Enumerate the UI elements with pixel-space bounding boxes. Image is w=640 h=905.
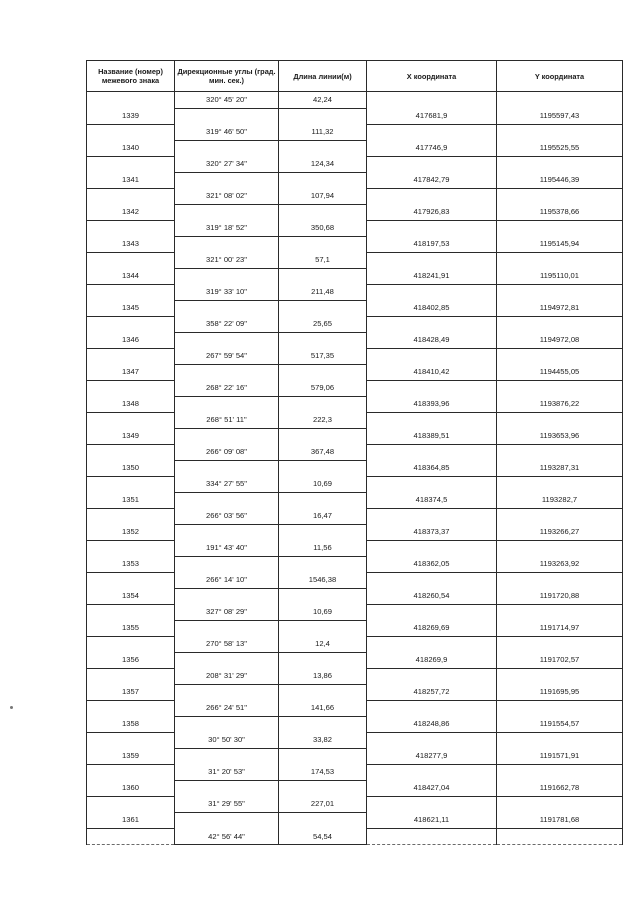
x-coordinate: 417842,79: [367, 172, 497, 188]
point-name: 1346: [87, 332, 175, 348]
direction-angle: 208° 31' 29": [175, 668, 279, 684]
point-name: 1343: [87, 236, 175, 252]
direction-angle-cell: [175, 620, 279, 636]
y-coordinate: 1195378,66: [497, 204, 623, 220]
point-name-cell: [87, 156, 175, 172]
y-coordinate-cell: [497, 476, 623, 492]
direction-angle: 31° 29' 55": [175, 796, 279, 812]
header-direction-angle: Дирекционные углы (град. мин. сек.): [175, 61, 279, 92]
point-name: 1355: [87, 620, 175, 636]
direction-angle: 320° 27' 34": [175, 156, 279, 172]
line-length-cell: [279, 780, 367, 796]
y-coordinate-cell: [497, 700, 623, 716]
segment-row: [87, 572, 623, 588]
direction-angle: 327° 08' 29": [175, 604, 279, 620]
segment-row: [87, 604, 623, 620]
point-name-cell: [87, 92, 175, 109]
direction-angle: 321° 08' 02": [175, 188, 279, 204]
y-coordinate: 1193266,27: [497, 524, 623, 540]
line-length: 211,48: [279, 284, 367, 300]
y-coordinate: 1191571,91: [497, 748, 623, 764]
point-name: 1354: [87, 588, 175, 604]
point-name: 1359: [87, 748, 175, 764]
direction-angle: 319° 18' 52": [175, 220, 279, 236]
line-length: 13,86: [279, 668, 367, 684]
y-coordinate: 1195525,55: [497, 140, 623, 156]
segment-row: [87, 508, 623, 524]
y-coordinate-cell: [497, 380, 623, 396]
direction-angle: 266° 03' 56": [175, 508, 279, 524]
point-name-cell: [87, 412, 175, 428]
point-name-cell: [87, 316, 175, 332]
point-name: 1360: [87, 780, 175, 796]
segment-row: [87, 380, 623, 396]
line-length-cell: [279, 108, 367, 124]
point-name-cell: [87, 476, 175, 492]
x-coordinate-cell: [367, 316, 497, 332]
y-coordinate-cell: [497, 284, 623, 300]
x-coordinate-cell: [367, 732, 497, 748]
line-length: 42,24: [279, 92, 367, 109]
line-length: 57,1: [279, 252, 367, 268]
line-length-cell: [279, 524, 367, 540]
y-coordinate-cell: [497, 412, 623, 428]
point-name: 1352: [87, 524, 175, 540]
line-length-cell: [279, 460, 367, 476]
point-name: 1340: [87, 140, 175, 156]
point-name-cell: [87, 284, 175, 300]
x-coordinate: 418428,49: [367, 332, 497, 348]
x-coordinate-cell: [367, 444, 497, 460]
line-length: 141,66: [279, 700, 367, 716]
scan-speck: [10, 706, 13, 709]
y-coordinate-cell: [497, 828, 623, 845]
point-row: [87, 396, 623, 412]
point-row: [87, 236, 623, 252]
direction-angle: 358° 22' 09": [175, 316, 279, 332]
line-length-cell: [279, 204, 367, 220]
direction-angle: 266° 24' 51": [175, 700, 279, 716]
point-row: [87, 172, 623, 188]
x-coordinate: 418248,86: [367, 716, 497, 732]
direction-angle-cell: [175, 812, 279, 828]
x-coordinate: 418621,11: [367, 812, 497, 828]
point-row: [87, 492, 623, 508]
line-length: 174,53: [279, 764, 367, 780]
direction-angle: 30° 50' 30": [175, 732, 279, 748]
segment-row: [87, 156, 623, 172]
y-coordinate-cell: [497, 348, 623, 364]
point-name: 1339: [87, 108, 175, 124]
x-coordinate: 418269,69: [367, 620, 497, 636]
line-length-cell: [279, 748, 367, 764]
line-length: 33,82: [279, 732, 367, 748]
header-line-length: Длина линии(м): [279, 61, 367, 92]
point-name-cell: [87, 668, 175, 684]
point-name-cell: [87, 764, 175, 780]
x-coordinate: 418260,54: [367, 588, 497, 604]
y-coordinate: 1195597,43: [497, 108, 623, 124]
segment-row: [87, 92, 623, 109]
direction-angle: 321° 00' 23": [175, 252, 279, 268]
y-coordinate: 1193287,31: [497, 460, 623, 476]
line-length: 111,32: [279, 124, 367, 140]
direction-angle-cell: [175, 652, 279, 668]
x-coordinate: 418241,91: [367, 268, 497, 284]
segment-row: [87, 796, 623, 812]
direction-angle: 266° 09' 08": [175, 444, 279, 460]
line-length: 227,01: [279, 796, 367, 812]
direction-angle-cell: [175, 428, 279, 444]
point-name-cell: [87, 796, 175, 812]
line-length: 124,34: [279, 156, 367, 172]
x-coordinate: 418364,85: [367, 460, 497, 476]
y-coordinate-cell: [497, 316, 623, 332]
segment-row: [87, 636, 623, 652]
x-coordinate-cell: [367, 92, 497, 109]
segment-row: [87, 220, 623, 236]
direction-angle-cell: [175, 588, 279, 604]
direction-angle-cell: [175, 684, 279, 700]
line-length-cell: [279, 812, 367, 828]
segment-row: [87, 540, 623, 556]
x-coordinate: 418374,5: [367, 492, 497, 508]
line-length: 10,69: [279, 476, 367, 492]
segment-row: [87, 732, 623, 748]
line-length-cell: [279, 556, 367, 572]
direction-angle-cell: [175, 140, 279, 156]
y-coordinate: 1191695,95: [497, 684, 623, 700]
line-length-cell: [279, 652, 367, 668]
x-coordinate: 418362,05: [367, 556, 497, 572]
line-length: 10,69: [279, 604, 367, 620]
y-coordinate: 1195110,01: [497, 268, 623, 284]
y-coordinate-cell: [497, 156, 623, 172]
line-length: 54,54: [279, 828, 367, 845]
segment-row: [87, 764, 623, 780]
line-length-cell: [279, 428, 367, 444]
direction-angle-cell: [175, 716, 279, 732]
point-name-cell: [87, 604, 175, 620]
point-row: [87, 332, 623, 348]
x-coordinate: 418389,51: [367, 428, 497, 444]
direction-angle-cell: [175, 108, 279, 124]
table-header-row: [87, 61, 623, 92]
direction-angle-cell: [175, 492, 279, 508]
point-row: [87, 588, 623, 604]
y-coordinate-cell: [497, 252, 623, 268]
y-coordinate: 1191702,57: [497, 652, 623, 668]
y-coordinate: 1194972,81: [497, 300, 623, 316]
point-name: 1348: [87, 396, 175, 412]
direction-angle: 320° 45' 20": [175, 92, 279, 109]
point-name-cell: [87, 188, 175, 204]
header-y-coordinate: Y координата: [497, 61, 623, 92]
point-name-cell: [87, 124, 175, 140]
line-length: 107,94: [279, 188, 367, 204]
y-coordinate: 1193263,92: [497, 556, 623, 572]
line-length-cell: [279, 140, 367, 156]
line-length: 16,47: [279, 508, 367, 524]
direction-angle: 268° 22' 16": [175, 380, 279, 396]
point-name: 1345: [87, 300, 175, 316]
point-name-cell: [87, 444, 175, 460]
x-coordinate-cell: [367, 508, 497, 524]
point-row: [87, 300, 623, 316]
point-name: 1347: [87, 364, 175, 380]
direction-angle: 191° 43' 40": [175, 540, 279, 556]
point-name-cell: [87, 732, 175, 748]
x-coordinate-cell: [367, 668, 497, 684]
segment-row: [87, 412, 623, 428]
segment-row: [87, 348, 623, 364]
segment-row: [87, 476, 623, 492]
y-coordinate: 1191781,68: [497, 812, 623, 828]
x-coordinate-cell: [367, 188, 497, 204]
line-length: 517,35: [279, 348, 367, 364]
point-row: [87, 748, 623, 764]
line-length-cell: [279, 684, 367, 700]
point-name-cell: [87, 636, 175, 652]
point-name-cell: [87, 540, 175, 556]
point-name: 1341: [87, 172, 175, 188]
y-coordinate-cell: [497, 540, 623, 556]
x-coordinate: 418410,42: [367, 364, 497, 380]
line-length: 12,4: [279, 636, 367, 652]
point-name-cell: [87, 828, 175, 845]
x-coordinate-cell: [367, 796, 497, 812]
segment-row: [87, 284, 623, 300]
x-coordinate-cell: [367, 700, 497, 716]
segment-row: [87, 828, 623, 845]
x-coordinate: 418269,9: [367, 652, 497, 668]
line-length-cell: [279, 620, 367, 636]
point-name-cell: [87, 508, 175, 524]
point-name: 1350: [87, 460, 175, 476]
line-length-cell: [279, 332, 367, 348]
x-coordinate-cell: [367, 156, 497, 172]
y-coordinate-cell: [497, 604, 623, 620]
x-coordinate: 418257,72: [367, 684, 497, 700]
y-coordinate: 1193653,96: [497, 428, 623, 444]
y-coordinate-cell: [497, 92, 623, 109]
x-coordinate: 418427,04: [367, 780, 497, 796]
segment-row: [87, 444, 623, 460]
direction-angle-cell: [175, 332, 279, 348]
point-name: 1357: [87, 684, 175, 700]
y-coordinate-cell: [497, 636, 623, 652]
x-coordinate-cell: [367, 540, 497, 556]
point-row: [87, 460, 623, 476]
y-coordinate-cell: [497, 124, 623, 140]
x-coordinate: 418277,9: [367, 748, 497, 764]
point-name-cell: [87, 700, 175, 716]
line-length-cell: [279, 396, 367, 412]
x-coordinate-cell: [367, 380, 497, 396]
point-row: [87, 428, 623, 444]
point-name: 1358: [87, 716, 175, 732]
x-coordinate-cell: [367, 284, 497, 300]
direction-angle-cell: [175, 268, 279, 284]
point-row: [87, 652, 623, 668]
point-name-cell: [87, 220, 175, 236]
header-point-name: Название (номер) межевого знака: [87, 61, 175, 92]
line-length-cell: [279, 364, 367, 380]
y-coordinate: 1195446,39: [497, 172, 623, 188]
line-length-cell: [279, 236, 367, 252]
direction-angle-cell: [175, 524, 279, 540]
direction-angle-cell: [175, 748, 279, 764]
x-coordinate: 418197,53: [367, 236, 497, 252]
y-coordinate-cell: [497, 444, 623, 460]
y-coordinate: 1193282,7: [497, 492, 623, 508]
x-coordinate-cell: [367, 572, 497, 588]
point-name: 1351: [87, 492, 175, 508]
y-coordinate: 1191662,78: [497, 780, 623, 796]
x-coordinate-cell: [367, 348, 497, 364]
point-row: [87, 108, 623, 124]
x-coordinate: 417746,9: [367, 140, 497, 156]
line-length: 1546,38: [279, 572, 367, 588]
x-coordinate: 418393,96: [367, 396, 497, 412]
point-row: [87, 524, 623, 540]
direction-angle-cell: [175, 172, 279, 188]
direction-angle: 42° 56' 44": [175, 828, 279, 845]
line-length: 367,48: [279, 444, 367, 460]
point-name: 1344: [87, 268, 175, 284]
point-row: [87, 140, 623, 156]
segment-row: [87, 252, 623, 268]
segment-row: [87, 316, 623, 332]
direction-angle-cell: [175, 396, 279, 412]
segment-row: [87, 188, 623, 204]
point-name-cell: [87, 572, 175, 588]
line-length: 222,3: [279, 412, 367, 428]
y-coordinate-cell: [497, 220, 623, 236]
point-name: 1342: [87, 204, 175, 220]
x-coordinate: 417681,9: [367, 108, 497, 124]
y-coordinate: 1191720,88: [497, 588, 623, 604]
point-name: 1356: [87, 652, 175, 668]
y-coordinate: 1195145,94: [497, 236, 623, 252]
x-coordinate-cell: [367, 220, 497, 236]
x-coordinate: 417926,83: [367, 204, 497, 220]
point-row: [87, 204, 623, 220]
point-row: [87, 268, 623, 284]
line-length: 11,56: [279, 540, 367, 556]
line-length-cell: [279, 716, 367, 732]
point-row: [87, 556, 623, 572]
line-length-cell: [279, 172, 367, 188]
point-row: [87, 620, 623, 636]
direction-angle: 267° 59' 54": [175, 348, 279, 364]
point-name: 1353: [87, 556, 175, 572]
direction-angle-cell: [175, 300, 279, 316]
y-coordinate-cell: [497, 732, 623, 748]
direction-angle: 319° 33' 10": [175, 284, 279, 300]
x-coordinate-cell: [367, 604, 497, 620]
direction-angle-cell: [175, 236, 279, 252]
x-coordinate: 418373,37: [367, 524, 497, 540]
point-name: 1349: [87, 428, 175, 444]
line-length: 579,06: [279, 380, 367, 396]
y-coordinate: 1194455,05: [497, 364, 623, 380]
direction-angle-cell: [175, 460, 279, 476]
x-coordinate-cell: [367, 636, 497, 652]
line-length-cell: [279, 300, 367, 316]
direction-angle: 334° 27' 55": [175, 476, 279, 492]
y-coordinate-cell: [497, 764, 623, 780]
y-coordinate-cell: [497, 508, 623, 524]
header-x-coordinate: X координата: [367, 61, 497, 92]
direction-angle-cell: [175, 364, 279, 380]
point-row: [87, 364, 623, 380]
direction-angle: 270° 58' 13": [175, 636, 279, 652]
x-coordinate: 418402,85: [367, 300, 497, 316]
direction-angle: 319° 46' 50": [175, 124, 279, 140]
point-row: [87, 780, 623, 796]
point-row: [87, 716, 623, 732]
y-coordinate: 1191714,97: [497, 620, 623, 636]
direction-angle-cell: [175, 780, 279, 796]
line-length-cell: [279, 588, 367, 604]
y-coordinate: 1194972,08: [497, 332, 623, 348]
direction-angle: 268° 51' 11": [175, 412, 279, 428]
segment-row: [87, 668, 623, 684]
y-coordinate-cell: [497, 572, 623, 588]
point-row: [87, 684, 623, 700]
line-length: 25,65: [279, 316, 367, 332]
x-coordinate-cell: [367, 252, 497, 268]
y-coordinate-cell: [497, 668, 623, 684]
x-coordinate-cell: [367, 764, 497, 780]
direction-angle-cell: [175, 204, 279, 220]
point-row: [87, 812, 623, 828]
line-length: 350,68: [279, 220, 367, 236]
line-length-cell: [279, 492, 367, 508]
direction-angle-cell: [175, 556, 279, 572]
direction-angle: 266° 14' 10": [175, 572, 279, 588]
point-name-cell: [87, 252, 175, 268]
x-coordinate-cell: [367, 412, 497, 428]
x-coordinate-cell: [367, 828, 497, 845]
point-name-cell: [87, 348, 175, 364]
boundary-coordinates-table: [86, 60, 623, 845]
x-coordinate-cell: [367, 476, 497, 492]
y-coordinate-cell: [497, 796, 623, 812]
segment-row: [87, 700, 623, 716]
y-coordinate: 1191554,57: [497, 716, 623, 732]
y-coordinate-cell: [497, 188, 623, 204]
point-name-cell: [87, 380, 175, 396]
y-coordinate: 1193876,22: [497, 396, 623, 412]
line-length-cell: [279, 268, 367, 284]
direction-angle: 31° 20' 53": [175, 764, 279, 780]
x-coordinate-cell: [367, 124, 497, 140]
segment-row: [87, 124, 623, 140]
point-name: 1361: [87, 812, 175, 828]
